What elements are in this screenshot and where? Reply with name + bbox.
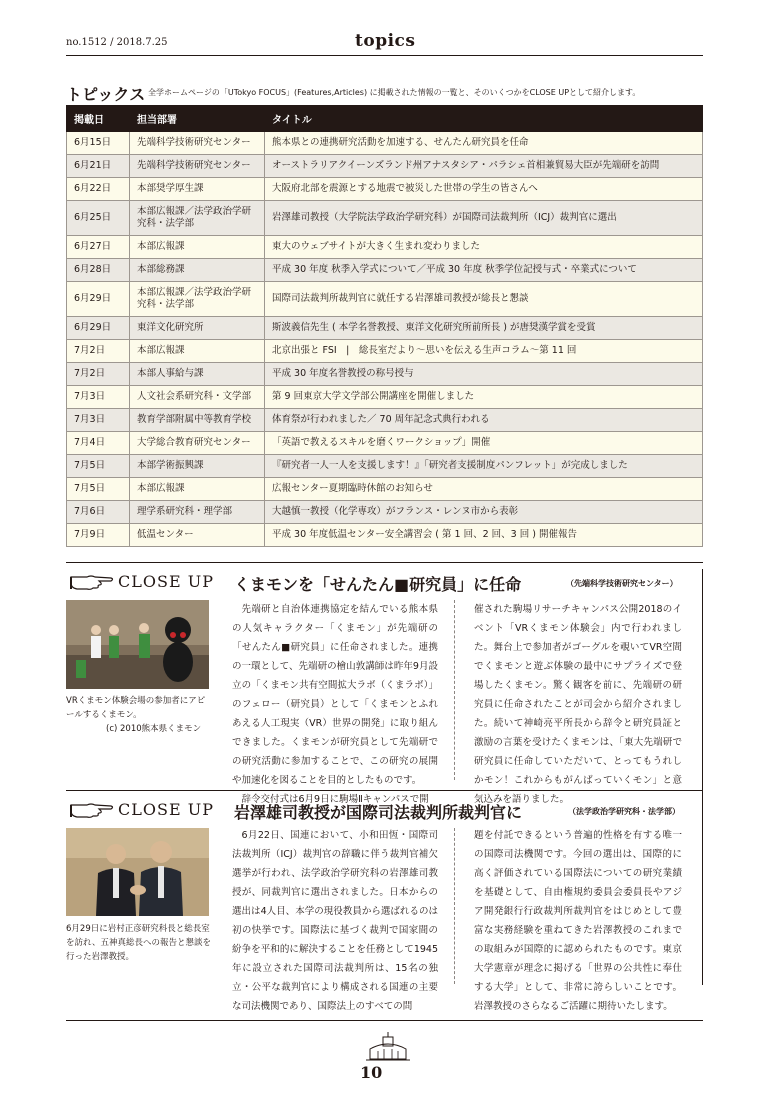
cell-title: 広報センター夏期臨時休館のお知らせ <box>265 478 703 501</box>
table-row <box>67 524 703 547</box>
table-row <box>67 155 703 178</box>
column-divider <box>454 828 455 984</box>
table-row <box>67 363 703 386</box>
closeup-department: （先端科学技術研究センター） <box>566 579 678 588</box>
cell-dept: 本部広報課 <box>130 340 265 363</box>
paragraph: 先端研と自治体連携協定を結んでいる熊本県の人気キャラクター「くまモン」が先端研の「せんたん■研究員」に任命されました。連携の一環として、先端研の檜山敦講師は昨年9月設立の「くまモン共有空間拡大ラボ（くまラボ）」のフェロー（研究員）として「くまモンとふれあえる人工現実（VR）世界の開発」に取り組んできました。くまモンが研究員として先端研での研究活動に参加することで、この研究の展開や加速化を図ることを目的としたものです。 <box>232 604 438 786</box>
cell-date: 7月2日 <box>67 363 130 386</box>
pointing-hand-icon <box>69 571 115 595</box>
cell-title: 体育祭が行われました／ 70 周年記念式典行われる <box>265 409 703 432</box>
cell-dept: 低温センター <box>130 524 265 547</box>
table-row <box>67 409 703 432</box>
cell-date: 6月22日 <box>67 178 130 201</box>
closeup-department: （法学政治学研究科・法学部） <box>568 807 680 816</box>
table-row <box>67 259 703 282</box>
cell-title: 斯波義信先生 ( 本学名誉教授、東洋文化研究所前所長 ) が唐奨漢学賞を受賞 <box>265 317 703 340</box>
table-row <box>67 282 703 317</box>
article-column-1 <box>232 600 438 809</box>
header-rule <box>66 55 703 56</box>
article-column-1: 6月22日、国連において、小和田恆・国際司法裁判所（ICJ）裁判官の辞職に伴う裁判官補欠選挙が行われ、法学政治学研究科の岩澤雄司教授が、同裁判官に選出されました。日本からの選出は4人目、本学の現役教員から選ばれるのは初の快挙です。国際法に基づく裁判で国家間の紛争を平和的に解決することを任務として1945年に設立された国際司法裁判所は、15名の独立・公平な裁判官により構成される国連の主要な司法機関であり、国際法上のすべての問 <box>232 830 438 1012</box>
cell-title: 「英語で教えるスキルを磨くワークショップ」開催 <box>265 432 703 455</box>
cell-title: 岩澤雄司教授（大学院法学政治学研究科）が国際司法裁判所（ICJ）裁判官に選出 <box>265 201 703 236</box>
section-title: topics <box>355 31 416 51</box>
topics-description: 全学ホームページの「UTokyo FOCUS」(Features,Articles) に掲載された情報の一覧と、そのいくつかをCLOSE UPとして紹介します。 <box>148 88 641 97</box>
cell-title: 平成 30 年度名誉教授の称号授与 <box>265 363 703 386</box>
cell-dept: 大学総合教育研究センター <box>130 432 265 455</box>
cell-date: 7月9日 <box>67 524 130 547</box>
cell-title: 平成 30 年度 秋季入学式について／平成 30 年度 秋季学位記授与式・卒業式について <box>265 259 703 282</box>
table-row <box>67 386 703 409</box>
cell-date: 7月2日 <box>67 340 130 363</box>
article-column-2: 題を付託できるという普遍的性格を有する唯一の国際司法機関です。今回の選出は、国際的に高く評価されている国際法についての研究業績を基礎として、自由権規約委員会委員長やアジア開発銀行行政裁判所裁判官をはじめとして豊富な実務経験を重ねてきた岩澤教授のこれまでの取組みが国際的に認められたものです。東京大学憲章が理念に掲げる「世界の公共性に奉仕する大学」として、非常に誇らしいことです。岩澤教授のさらなるご活躍に期待いたします。 <box>474 830 682 1012</box>
column-header-date: 掲載日 <box>67 106 130 132</box>
cell-dept: 本部広報課 <box>130 478 265 501</box>
photo-credit: (c) 2010熊本県くまモン <box>106 724 202 734</box>
cell-dept: 先端科学技術研究センター <box>130 155 265 178</box>
cell-dept: 本部広報課 <box>130 236 265 259</box>
headline-part: 研究員」に任命 <box>409 575 522 594</box>
column-header-dept: 担当部署 <box>130 106 265 132</box>
cell-dept: 先端科学技術研究センター <box>130 132 265 155</box>
photo-caption: 6月29日に岩村正彦研究科長と総長室を訪れ、五神真総長への報告と懇談を行った岩澤教授。 <box>66 924 212 962</box>
cell-dept: 本部学術振興課 <box>130 455 265 478</box>
cell-title: 第 9 回東京大学文学部公開講座を開催しました <box>265 386 703 409</box>
yasuda-auditorium-icon <box>366 1031 410 1065</box>
cell-date: 7月5日 <box>67 455 130 478</box>
column-divider <box>454 600 455 780</box>
cell-date: 7月5日 <box>67 478 130 501</box>
cell-dept: 本部奨学厚生課 <box>130 178 265 201</box>
cell-dept: 本部広報課／法学政治学研究科・法学部 <box>130 201 265 236</box>
cell-dept: 理学系研究科・理学部 <box>130 501 265 524</box>
paragraph: 辞令交付式は6月9日に駒場Ⅱキャンパスで開 <box>241 794 429 805</box>
photo-caption: VRくまモン体験会場の参加者にアピールするくまモン。 <box>66 696 206 720</box>
cell-date: 7月6日 <box>67 501 130 524</box>
cell-date: 6月28日 <box>67 259 130 282</box>
table-row <box>67 236 703 259</box>
closeup-headline: 岩澤雄司教授が国際司法裁判所裁判官に <box>234 803 523 822</box>
table-row <box>67 340 703 363</box>
table-row <box>67 501 703 524</box>
headline-glyph: ■ <box>394 575 410 594</box>
pointing-hand-icon <box>69 799 115 823</box>
table-header-row <box>67 106 703 132</box>
table-row <box>67 432 703 455</box>
table-row <box>67 317 703 340</box>
cell-dept: 東洋文化研究所 <box>130 317 265 340</box>
cell-date: 7月3日 <box>67 386 130 409</box>
cell-title: 国際司法裁判所裁判官に就任する岩澤雄司教授が総長と懇談 <box>265 282 703 317</box>
topics-table <box>66 105 703 547</box>
handshake-photo <box>66 828 209 916</box>
topics-heading: トピックス <box>66 85 146 104</box>
table-row <box>67 478 703 501</box>
closeup-label: CLOSE UP <box>118 800 214 819</box>
cell-title: 平成 30 年度低温センター安全講習会 ( 第 1 回、2 回、3 回 ) 開催報告 <box>265 524 703 547</box>
cell-dept: 本部広報課／法学政治学研究科・法学部 <box>130 282 265 317</box>
cell-date: 7月4日 <box>67 432 130 455</box>
column-header-title: タイトル <box>265 106 703 132</box>
cell-dept: 本部総務課 <box>130 259 265 282</box>
cell-title: 東大のウェブサイトが大きく生まれ変わりました <box>265 236 703 259</box>
closeup-headline <box>234 572 521 595</box>
cell-dept: 教育学部附属中等教育学校 <box>130 409 265 432</box>
cell-date: 6月21日 <box>67 155 130 178</box>
cell-date: 7月3日 <box>67 409 130 432</box>
issue-info: no.1512 / 2018.7.25 <box>66 37 168 48</box>
section-divider <box>66 790 703 791</box>
cell-dept: 人文社会系研究科・文学部 <box>130 386 265 409</box>
table-row <box>67 201 703 236</box>
table-row <box>67 132 703 155</box>
cell-title: 大越慎一教授（化学専攻）がフランス・レンヌ市から表彰 <box>265 501 703 524</box>
closeup-label: CLOSE UP <box>118 572 214 591</box>
cell-date: 6月27日 <box>67 236 130 259</box>
cell-dept: 本部人事給与課 <box>130 363 265 386</box>
table-row <box>67 178 703 201</box>
section-divider <box>66 562 703 563</box>
cell-title: 北京出張と FSI | 総長室だより～思いを伝える生声コラム～第 11 回 <box>265 340 703 363</box>
footer-rule <box>66 1020 703 1021</box>
cell-date: 6月29日 <box>67 317 130 340</box>
cell-title: 大阪府北部を震源とする地震で被災した世帯の学生の皆さんへ <box>265 178 703 201</box>
cell-date: 6月29日 <box>67 282 130 317</box>
headline-part: くまモンを「せんたん <box>234 575 395 594</box>
cell-title: 熊本県との連携研究活動を加速する、せんたん研究員を任命 <box>265 132 703 155</box>
cell-date: 6月15日 <box>67 132 130 155</box>
cell-title: 『研究者一人一人を支援します！』「研究者支援制度パンフレット」が完成しました <box>265 455 703 478</box>
cell-date: 6月25日 <box>67 201 130 236</box>
article-column-2: 催された駒場リサーチキャンパス公開2018のイベント「VRくまモン体験会」内で行われました。舞台上で参加者がゴーグルを覗いてVR空間でくまモンと遊ぶ体験の最中にサプライズで登場したくまモン。驚く観客を前に、先端研の研究員に任命されたことが司会から紹介されました。続いて神崎亮平所長から辞令と研究員証と激励の言葉を受けたくまモンは、「東大先端研で研究員に任命していただいて、とってもうれしかモン！これからもがんばっていくモン」と意気込みを語りました。 <box>474 604 682 805</box>
table-row <box>67 455 703 478</box>
kumamon-photo <box>66 600 209 689</box>
cell-title: オーストラリアクイーンズランド州アナスタシア・パラシェ首相兼貿易大臣が先端研を訪問 <box>265 155 703 178</box>
page-number: 10 <box>360 1063 383 1082</box>
